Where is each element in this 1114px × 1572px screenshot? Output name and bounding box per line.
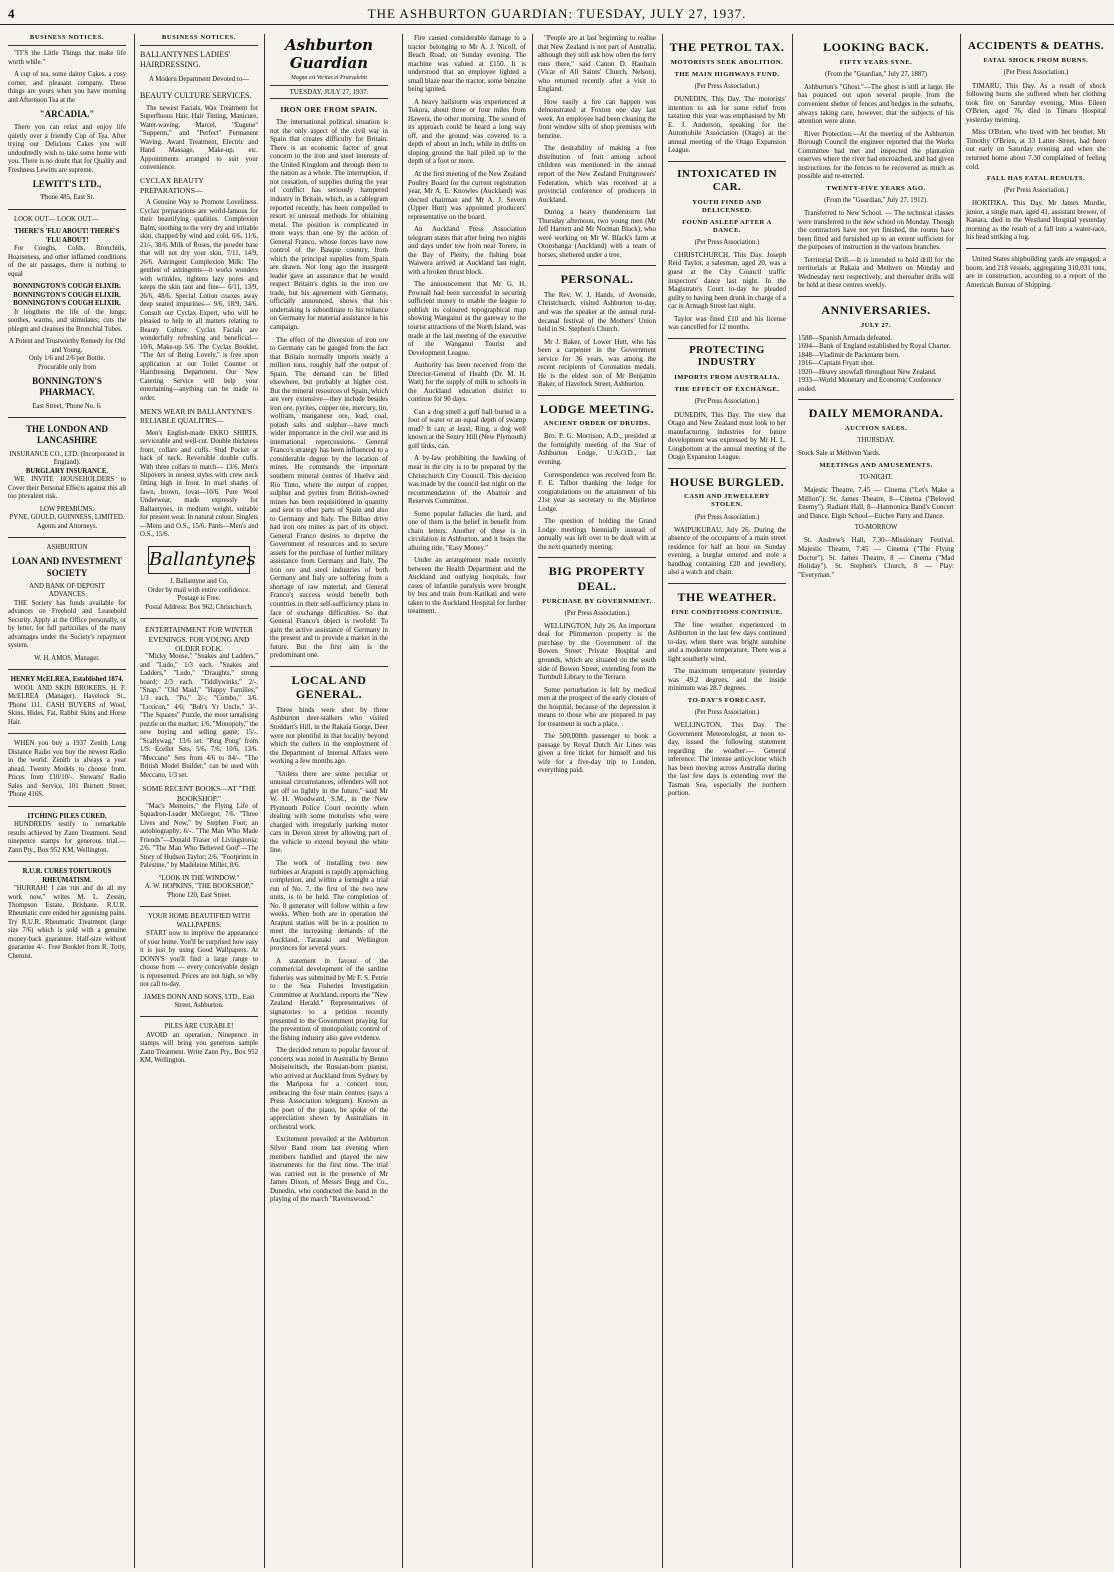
- local-paragraph: A statement in favour of the commercial development of the sardine fisheries was submitted by Mr F. S. Petrie to the Sea Fisheries Investigation Committee at Auckland, reports the "New Zealand Herald." Representatives of signatories to a petition recently presented to the Government praying for the prevention of monopolistic control of the fishing industry also gave evidence.: [270, 956, 388, 1042]
- local-paragraph: Three hinds were shot by three Ashburton deer-stalkers who visited Stoddart's Hill, in the Rakaia Gorge. Deer were not plentiful in that locality beyond which the cullers in the employment of the Department of Internal Affairs were working a few months ago.: [270, 705, 388, 766]
- news-paragraph: How easily a fire can happen was demonstrated at Foxton one day last week. An employee had been cleaning the front window sills of shop premises with benzine.: [538, 97, 656, 140]
- local-paragraph: "Unless there are some peculiar or unusual circumstances, offenders will not get off so lightly in the future," said Mr W. H. Woodward, S.M., in the New Plymouth Police Court recently when dealing with some motorists who were charged with irregularly parking motor cars in Devon street by allowing part of the vehicle to extend beyond the white line.: [270, 769, 388, 855]
- column-rule: [960, 34, 961, 1568]
- column-rule: [264, 34, 265, 1568]
- anniversary-item: 1916—Captain Fryatt shot.: [798, 359, 875, 368]
- anniversary-item: 1920—Heavy snowfall throughout New Zealand.: [798, 367, 937, 376]
- ad-bookshop-games: "Micky Mouse," "Snakes and Ladders," and "Ludo," 1/3 each. "Snakes and Ladders," "Ludo," "Draughts," strong board; 2/3 each. "Tiddlywinks," 2/-. "Snap," "Old Maid," "Happy Families," 1/3 each. "Po," 2/-; "Combo," 3/6. "Lexicon," 4/6; "Bob's Yr Uncle," 3/-. "The Squares" Puzzle, the most tantalising puzzle on the market; 1/6. "Monopoly," the new buying and selling game; 15/-. "Scallywag," 13/6 set. "Ping Pong" from 1/9. Ecellet Sets, 5/6, 7/6, 10/6, 13/6. "Meccano" Sets from 4/6 to 84/-. "The British Model Builder," can be used with Meccano, 1/3 set.: [140, 653, 258, 779]
- news-paragraph: Some popular fallacies die hard, and one of them is the belief in benefit from chain letters. Another of these is in circulation in Ashburton, and it bears the alluring title, "Easy Money.": [408, 509, 526, 552]
- ad-ballantynes-shop: BALLANTYNES LADIES' HAIRDRESSING.: [140, 50, 231, 70]
- ad-ballantynes-service: BEAUTY CULTURE SERVICES.: [140, 90, 252, 100]
- ad-ballantynes-body1: The newest Facials, Wax Treatment for Superfluous Hair, Hair Tinting, Manicure, Water-waving, Marcel, "Eugene" "Supperm," and "Perfect" Permanent Waving. Award Treatment, Electric and Hand Massage, Make-up, etc. Appointments arranged to suit your convenience.: [140, 104, 258, 171]
- ad-arcadia-body: A cup of tea, some dainty Cakes, a cosy corner, and pleasant company. These things are yours when you have morning and Afternoon Tea at the: [8, 71, 126, 104]
- press-association-credit: (Per Press Association.): [694, 708, 760, 716]
- tomorrow-heading: TO-MORROW: [854, 524, 898, 532]
- divider: [140, 1016, 258, 1017]
- column-business-notices-1: [4, 34, 130, 1568]
- lodge-paragraph: The question of holding the Grand Lodge meetings biennially instead of annually was left over to be dealt with at the next quarterly meeting.: [538, 517, 656, 551]
- ad-donn-body: START now to improve the appearance of your home. You'll be surprised how easy it is just by using Good Wallpapers. At DONN'S you'll find a large range to choose from — every conceivable design is represented. Prices are not high, so why not call to-day.: [140, 930, 258, 989]
- forecast-title: TO-DAY'S FORECAST.: [687, 696, 767, 704]
- divider: [8, 669, 126, 670]
- ad-ballantynes-cyclax: CYCLAX BEAUTY PREPARATIONS—: [140, 176, 204, 195]
- protecting-industry-subtitle: THE EFFECT OF EXCHANGE.: [674, 386, 780, 394]
- ad-loan-sign: W. H. AMOS, Manager.: [34, 654, 100, 662]
- fatal-shock-paragraph: Miss O'Brien, who lived with her brother, Mr Timothy O'Brien, at 33 Latter Street, had been out early on Saturday evening and when she returned home about 7.30 complained of feeling cold.: [966, 128, 1106, 171]
- ad-bookshop-name: A. W. HOPKINS, "THE BOOKSHOP,": [144, 883, 254, 891]
- meetings-title: MEETINGS AND AMUSEMENTS.: [819, 461, 933, 469]
- column-rule: [134, 34, 135, 1568]
- divider: [8, 733, 126, 734]
- ad-lewitts-name: LEWITT'S LTD.,: [32, 179, 102, 190]
- column-rule: [662, 34, 663, 1568]
- ballantynes-signature-logo: Ballantynes: [148, 546, 250, 575]
- divider: [538, 395, 656, 396]
- ad-flu-address: East Street, 'Phone No. 6.: [32, 402, 102, 410]
- divider: [538, 557, 656, 558]
- weather-title: THE WEATHER.: [677, 589, 777, 604]
- columns-area: [4, 26, 1110, 1568]
- ad-bookshop-books: "Mac's Memoirs," the Flying Life of Squadron-Leader McGregor, 7/6. "Three Lives and Now," by Stephen Foot; an autobiography; 6/-. "The Man Who Made Friends"—Donald Fraser of Livingstonia; 2/6. "The Man Who Believed God"—The Story of Hudson Taylor; 2/6. "Footprints in Palestine," by Madeleine Miller, 8/6.: [140, 802, 258, 870]
- ad-insurance-head: THE LONDON AND LANCASHIRE: [25, 424, 108, 446]
- divider: [140, 906, 258, 907]
- ad-loan-body: THE Society has funds available for advances on Freehold and Leasehold Security. Apply at the Office personally, or by letter, for full particulars of the many advantages under the Society's repayment system.: [8, 599, 126, 650]
- petrol-tax-subtitle: THE MAIN HIGHWAYS FUND.: [674, 70, 780, 78]
- news-paragraph: The announcement that Mr G. H. Pownall had been successful in securing sufficient money to enable the league to publish its coloured topographical map showing Wanganui as the gateway to the tourist attractions of the North Island, was made at the last meeting of the executive of the Wanganui Tourist and Development League.: [408, 280, 527, 357]
- press-association-credit: (Per Press Association.): [694, 238, 760, 246]
- ad-flu-body: For Coughs, Colds, Bronchitis, Hoarseness, and other inflamed conditions of the air passages, there is nothing to equal: [8, 245, 126, 278]
- column-business-notices-2: [136, 34, 262, 1568]
- auction-sales-title: AUCTION SALES.: [844, 424, 908, 432]
- news-paragraph: An Auckland Press Association telegram states that after being two nights and days under tow from near Torere, in the Bay of Plenty, the fishing boat Waiwera arrived at Auckland last night, with a broken thrust block.: [408, 225, 526, 276]
- divider: [798, 296, 954, 297]
- divider: [140, 618, 258, 619]
- ad-flu-remedy: A Potent and Trustworthy Remedy for Old and Young.: [9, 338, 125, 354]
- property-deal-title: BIG PROPERTY DEAL.: [548, 564, 646, 593]
- ad-insurance-body: WE INVITE HOUSEHOLDERS to Cover their Personal Effects against this all too prevalent risk.: [8, 476, 126, 501]
- editorial-paragraph: The effect of the diversion of iron ore to Germany can be gauged from the fact that Britain normally imports nearly a million tons, roughly half the output of Spain. The demand can be filled elsewhere, but probably at higher cost. But the mineral resources of Spain, which are very extensive—they include besides iron ore, pyrites, copper ore, mercury, tin, wolfram, manganese ore, lead, coal, potash salts and sulphur—have much wider importance in the civil war and its international repercussions. General Franco's strategy has been influenced to a considerable degree by the location of mines. He commands the important southern mineral centres of Huelva and Rio Tinto, where the output of copper, sulphur and pyrites from British-owned mines has been requisitioned in quantity and sent to other parts of Spain and also to Germany and Italy. The Bilbao drive had iron ore mines as part of its object. General Franco desires to deprive the Government of resources and to secure assets for the purchase of further military assistance from Germany and Italy. The iron ore and steel industries of both Germany and Italy are suffering from a shortage of raw material, and General Franco's success would benefit both countries in their self-sufficiency plans in face of exchange difficulties. So that General Franco's object is twofold: To gain the active assistance of Germany in the present and to provide a market in the future. But the first aim is the predominant one.: [270, 335, 388, 660]
- masthead-title: THE ASHBURTON GUARDIAN: TUESDAY, JULY 27, 1937.: [367, 6, 747, 21]
- fifty-years-paragraph: River Protection.—At the meeting of the Ashburton Borough Council the engineer reported that the Works Committee had met and inspected the plantation reserves where the river had encroached, and had given instructions for the fences to be recovered as much as possible and re-erected.: [798, 129, 954, 181]
- ad-flu-shop: BONNINGTON'S PHARMACY.: [32, 376, 102, 398]
- press-association-credit: (Per Press Association.): [694, 398, 760, 406]
- twenty-five-years-paragraph: Transferred to New School. — The technical classes were transferred to the new school on Monday. Though the contractors have not yet finished, the rooms have been fitted and furnished up to an extent sufficient for the purposes of instruction in the various branches.: [798, 209, 954, 252]
- petrol-tax-subtitle: MOTORISTS SEEK ABOLITION.: [670, 58, 784, 66]
- divider: [798, 399, 954, 400]
- divider: [966, 248, 1106, 249]
- divider: [270, 666, 388, 667]
- protecting-industry-title: PROTECTING INDUSTRY: [689, 344, 765, 369]
- divider: [8, 209, 126, 210]
- forecast-paragraph: WELLINGTON, This Day. The Government Meteorologist, at noon to-day, issued the following statement regarding the weather:— General inference: The intense anticyclone which has been moving across Australia during the last few days is extending over the Tasman Sea, especially the northern portion.: [668, 721, 786, 798]
- page-number: 4: [8, 6, 15, 21]
- petrol-paragraph: DUNEDIN, This Day. The motorists' intention to ask for some relief from taxation this year was emphasised by Mr E. J. Anderson, speaking for the Automobile Association (Otago) at the annual meeting of the Otago Expansion League.: [668, 94, 786, 155]
- column-header: BUSINESS NOTICES.: [140, 34, 258, 46]
- masthead: [0, 0, 1114, 25]
- house-paragraph: WAIPUKURAU, July 26. During the absence of the occupants of a main street residence for half an hour on Sunday evening, a burglar entered and stole a handbag containing £20 and jewellery, also a watch and chain.: [668, 525, 786, 577]
- ad-rur-head: R.U.R. CURES TORTUROUS RHEUMATISM.: [22, 868, 112, 884]
- ad-bookshop-books-head: SOME RECENT BOOKS—AT "THE BOOKSHOP.": [142, 784, 256, 803]
- column-press-news: [664, 34, 790, 1568]
- twenty-five-years-paragraph: Territorial Drill.—It is intended to hold drill for the territorials at Rakaia and Methven on Monday and Wednesday next respectively, and thereafter drills will be held at these centres weekly.: [798, 255, 954, 290]
- anniversary-item: 1694—Bank of England established by Royal Charter.: [798, 342, 951, 351]
- ad-donn-name: JAMES DONN AND SONS, LTD., East Street, Ashburton.: [143, 993, 255, 1009]
- intoxicated-subtitle: YOUTH FINED AND DELICENSED.: [692, 198, 762, 214]
- news-paragraph: At the first meeting of the New Zealand Poultry Board for the current registration year, Mr A. E. Knowles (Auckland) was elected chairman and Mr A. J. Severn (Upper Hutt) was appointed producers' representative on the board.: [408, 169, 526, 221]
- personal-title: PERSONAL.: [560, 272, 634, 287]
- twenty-five-years-title: TWENTY-FIVE YEARS AGO.: [826, 184, 926, 192]
- news-paragraph: The desirability of making a free distribution of fruit among school children was mentioned in the annual report of the New Zealand Fruitgrowers' Federation, which was received at a provincial conference of producers in Auckland.: [538, 144, 656, 204]
- weather-subtitle: FINE CONDITIONS CONTINUE.: [671, 608, 783, 616]
- ad-loan-town: ASHBURTON: [46, 544, 88, 551]
- column-editorial: [266, 34, 392, 1568]
- divider: [668, 161, 786, 162]
- column-rule: [532, 34, 533, 1568]
- newspaper-flag: Ashburton Guardian: [284, 36, 374, 73]
- ad-loan-head: LOAN AND INVESTMENT SOCIETY: [11, 556, 123, 578]
- news-paragraph: Authority has been received from the Director-General of Health (Dr. M. H. Watt) for the supply of milk to schools in the Auckland education district to continue for 90 days.: [408, 361, 526, 404]
- ad-insurance-premiums: LOW PREMIUMS.: [39, 505, 95, 513]
- property-paragraph: WELLINGTON, July 26. An important deal for Plimmerton property is the purchase by the Government of the Bowen Street Private Hospital and grounds, which are situated on the south side of Bowen Street, extending from the Turnbull Library to the Terrace.: [538, 621, 656, 682]
- ad-rur-body: "HURRAH! I can run and do all my work now," writes M. L. Zessin, Thompson Estate, Brisbane. R.U.R. Rheumatic cure ended her agonising pains. Try R.U.R. Rheumatic Treatment (large size 7/6) which is sold with a genuine money-back guarantee. Half-size without guarantee 4/-. Free Booklet from R. Totty, Chemist.: [8, 885, 126, 960]
- ad-mcelrea-head: HENRY McELREA, Established 1874.: [10, 676, 124, 684]
- anniversary-item: 1933—World Monetary and Economic Conference ended.: [798, 376, 942, 393]
- ad-insurance-agents: PYNE, GOULD, GUINNESS, LIMITED. Agents and Attorneys.: [9, 514, 125, 530]
- ad-flu-lead: LOOK OUT— LOOK OUT—: [14, 215, 99, 223]
- protecting-industry-subtitle: IMPORTS FROM AUSTRALIA.: [674, 374, 780, 382]
- intoxicated-subtitle: FOUND ASLEEP AFTER A DANCE.: [682, 218, 772, 234]
- ad-ballantynes-order: Order by mail with entire confidence. Postage is Free.: [147, 586, 251, 603]
- divider: [668, 583, 786, 584]
- ad-ballantynes-body3: Men's English-made EKKO SHIRTS, serviceable and well-cut. Double thickness front, collars and cuffs. Stud Pocket at back of neck. Reversible double cuffs. With three collars to match— 13/6. Men's Slipovers in newest styles with crew neck fitting high in front. In marl shades of fawn, brown, lovat—10/6. Pure Wool Underwear, made expressly for Ballantynes, in medium weight, suitable for present wear. In natural colour. Singlets—Mens and O.S., 15/6. Pants—Men's and O.S., 15/6.: [140, 429, 258, 539]
- ad-zenith-body: WHEN you buy a 1937 Zenith Long Distance Radio you buy the newest Radio in the world. Zenith is always a year ahead. Twenty Models to choose from. Prices from £10/10/-. Stewarts' Radio Sales and Service, 101 Burnett Street. 'Phone 416S.: [8, 740, 126, 799]
- divider: [8, 861, 126, 862]
- anniversaries-title: ANNIVERSARIES.: [821, 302, 931, 317]
- fifty-years-paragraph: Ashburton's "Ghost."—The ghost is still at large. He has pounced out upon several people from the convenient shelter of fences and hedges in the suburbs, always taking care, however, that the subjects of his attention were alone.: [798, 82, 954, 126]
- petrol-tax-title: THE PETROL TAX.: [669, 40, 785, 54]
- local-general-title: LOCAL AND GENERAL.: [291, 672, 367, 702]
- fatal-shock-paragraph: TIMARU, This Day. As a result of shock following burns she suffered when her clothing took fire on Saturday evening, Miss Eileen O'Brien, aged 76, died in Timaru Hospital yesterday morning.: [966, 81, 1106, 124]
- column-accidents: [962, 34, 1110, 1568]
- ad-bookshop-address: 'Phone 120, East Street.: [166, 891, 232, 899]
- ad-ballantynes-postal: Postal Address: Box 962, Christchurch.: [145, 603, 253, 611]
- divider: [8, 537, 126, 538]
- press-association-credit: (Per Press Association.): [564, 609, 630, 617]
- anniversaries-list: [798, 334, 954, 394]
- lodge-paragraph: Correspondence was received from Br. F. E. Talbot thanking the lodge for congratulations on the attainment of his 21st year as secretary to the Mistletoe Lodge.: [538, 470, 656, 513]
- press-association-credit: (Per Press Association.): [1003, 187, 1069, 195]
- intoxicated-paragraph: CHRISTCHURCH, This Day. Joseph Reid Taylor, a salesman, aged 20, was a guest at the City Council traffic inspectors' dance last night. In the Magistrate's Court to-day he pleaded guilty to having been drunk in charge of a car in Armagh Street last night.: [668, 250, 786, 311]
- tomorrow-listings: St. Andrew's Hall, 7.30—Missionary Festival. Majestic Theatre, 7.45 — Cinema ("The Flying Doctor"). St. James Theatre, 8 — Cinema ("Mad Holiday"). St. Stephen's Church, 8 — Play: "Everyman.": [798, 536, 954, 579]
- news-paragraph: A heavy hailstorm was experienced at Tokora, about three or four miles from Hawera, the other morning. The sound of its approach could be heard a long way off, and the ground was covered to a depth of about an inch, while in drifts on sloping ground the hail piled up to the depth of a foot or more.: [408, 97, 526, 166]
- looking-back-title: LOOKING BACK.: [823, 40, 929, 54]
- local-paragraph: The work of installing two new turbines at Arapuni is rapidly approaching completion, and within a fortnight a trial run of No. 7, the first of the two new units, is to be held. The completion of No. 8 generator will follow within a few weeks. When both are in operation the Arapuni station will be in a position to meet the increasing demands of the Auckland, Taranaki and Wellington provinces for several years.: [270, 858, 388, 953]
- lodge-subtitle: ANCIENT ORDER OF DRUIDS.: [543, 420, 651, 428]
- fifty-years-title: FIFTY YEARS SYNE.: [839, 58, 913, 66]
- personal-paragraph: Mr J. Baker, of Lower Hutt, who has been a carpenter in the Government service for 36 years, was among the recent recipients of Coronation medals. He is the eldest son of Mr Benjamin Baker, of Havelock Street, Ashburton.: [538, 337, 656, 389]
- tonight-listings: Majestic Theatre, 7.45 — Cinema ("Let's Make a Million"). St. James Theatre, 8—Cinema ("Beloved Enemy"). Radiant Hall, 8—Harmonica Band's Concert and Dance. Elgin School—Euchre Party and Dance.: [798, 486, 954, 520]
- press-association-credit: (Per Press Association.): [694, 82, 760, 90]
- ad-insurance-type: BURGLARY INSURANCE.: [25, 467, 109, 475]
- fatal-fall-title: FALL HAS FATAL RESULTS.: [986, 175, 1086, 183]
- fifty-years-source: (From the "Guardian," July 27, 1887): [824, 70, 927, 78]
- press-association-credit: (Per Press Association.): [694, 513, 760, 521]
- fatal-shock-title: FATAL SHOCK FROM BURNS.: [983, 57, 1089, 65]
- ad-zann-head: PILES ARE CURABLE!: [164, 1023, 234, 1031]
- fatal-fall-paragraph: HOKITIKA, This Day. Mr James Murdie, junior, a single man, aged 41, assistant brewer, of Kanara, died in the Westland Hospital yesterday morning as the result of a fall into a water-race, his head striking a log.: [966, 199, 1106, 242]
- local-paragraph: Excitement prevailed at the Ashburton Silver Band room last evening when members handled and played the new instruments for the first time. The trial was carried out in the presence of Mr James Dixon, of Messrs Begg and Co., Dunedin, who conducted the band in the playing of the march "Ravenswood.": [270, 1135, 388, 1204]
- lodge-title: LODGE MEETING.: [539, 401, 655, 416]
- newspaper-motto: Magna est Veritas et Praevalebit: [291, 74, 367, 81]
- weather-paragraph: The fine weather experienced in Ashburton in the last few days continued to-day, when there was bright sunshine and a moderate temperature. There was a light southerly wind.: [668, 620, 786, 663]
- personal-paragraph: The Rev. W. J. Hands, of Avonside, Christchurch, visited Ashburton to-day, and was the speaker at the annual rural-decanal festival of the Mothers' Union held in St. Stephen's Church.: [538, 290, 656, 334]
- ad-donn-head: YOUR HOME BEAUTIFIED WITH WALLPAPERS.: [147, 913, 250, 929]
- press-association-credit: (Per Press Association.): [1003, 69, 1069, 77]
- ad-mcelrea-body: WOOL AND SKIN BROKERS. H. F. McELREA (Manager). Havelock St., 'Phone 111. CASH BUYERS of Wool, Skins, Hides, Fat, Rabbit Skins and Horse Hair.: [8, 684, 126, 726]
- anniversaries-date: JULY 27.: [860, 321, 892, 329]
- editorial-date: TUESDAY, JULY 27, 1937.: [270, 85, 388, 100]
- ad-bookshop-window: "LOOK IN THE WINDOW.": [158, 874, 240, 882]
- column-news-personal: [534, 34, 660, 1568]
- property-paragraph: The 500,000th passenger to book a passage by Royal Dutch Air Lines was given a free ticket for himself and his wife for a five-day trip to London, everything paid.: [538, 732, 656, 775]
- ad-flu-procure: Procurable only from: [37, 363, 97, 371]
- editorial-paragraph: The international political situation is not the only aspect of the civil war in Spain that creates difficulty for Britain. There is an economic factor of great concern to the iron and steel interests of the United Kingdom and through them to the nation as a whole. The interruption, if not cessation, of supplies during the year of conflict has seriously hampered industry in Britain, which, as a cablegram reported recently, has been compelled to resort to unusual methods for obtaining metal. The position is complicated in more ways than one by the action of General Franco, whose forces have now control of the Basque country, from which the principal supplies from Spain are drawn. Not long ago the insurgent leader gave an assurance that he would respect Britain's rights in the iron ore trade, but his agreement with Germany, officially announced, shows that his undertaking is subordinate to his reliance on Germany for material assistance in his campaign.: [270, 118, 388, 331]
- auction-day: THURSDAY.: [857, 436, 895, 444]
- local-paragraph: The decided return to popular favour of concerts was noted in Australia by Benno Moiseiwitsch, the Russian-born pianist, who arrived at Auckland from Sydney by the Mariposa for a concert tour, embracing the four main centres (says a Press Association telegram). Known as the poet of the piano, he spoke of the appreciation shown by Australians in orchestral work.: [270, 1046, 388, 1131]
- ad-piles-body: HUNDREDS testify to remarkable results achieved by Zann Treatment. Send ninepence stamps for generous trial.—Zann Pty., Box 952 KM, Wellington.: [8, 821, 126, 854]
- news-paragraph: Can a dog smell a golf ball buried in a foot of water or an equal depth of swamp mud? It can; at least, Ring, a dog well known at the Sentry Hill (New Plymouth) golf links, can.: [408, 407, 526, 450]
- anniversary-item: 1848—Vladimir de Packmann born.: [798, 350, 900, 359]
- divider: [668, 338, 786, 339]
- weather-paragraph: The maximum temperature yesterday was 49.2 degrees, and the inside minimum was 28.7 degrees.: [668, 667, 786, 693]
- ad-arcadia-tail: There you can relax and enjoy life quietly over a friendly Cup of Tea. After trying our Delicious Cakes you will undoubtedly wish to take some home with you. There is no doubt that for Quality and Freshness Lewitts are supreme.: [8, 124, 126, 174]
- ad-zann-body: AVOID an operation. Ninepence in stamps will bring you generous sample Zann Treatment. Write Zann Pty., Box 952 KM, Wellington.: [140, 1031, 258, 1065]
- ad-piles-head: ITCHING PILES CURED.: [27, 812, 107, 820]
- ad-ballantynes-firm: J. Ballantyne and Co.: [169, 578, 229, 586]
- daily-memoranda-title: DAILY MEMORANDA.: [808, 406, 944, 421]
- news-paragraph: Fire caused considerable damage to a tractor belonging to Mr A. J. Nicoll, of Beach Road, on Sunday evening. The machine was valued at £150. It is understood that an employee lighted a small blaze near the tractor, some benzine being ignited.: [408, 34, 526, 94]
- ad-bookshop-entertainment: ENTERTAINMENT FOR WINTER EVENINGS. FOR YOUNG AND OLDER FOLK.: [145, 625, 253, 653]
- house-burgled-title: HOUSE BURGLED.: [669, 474, 785, 489]
- tonight-heading: TO-NIGHT.: [859, 473, 893, 481]
- shipbuilding-paragraph: United States shipbuilding yards are engaged, a boom, and 218 vessels, aggregating 310,031 tons, are in construction, according to a report of the American Bureau of Shipping.: [966, 255, 1106, 289]
- ad-flu-head: THERE'S 'FLU ABOUT! THERE'S 'FLU ABOUT!: [14, 228, 120, 244]
- column-rule: [792, 34, 793, 1568]
- column-header: BUSINESS NOTICES.: [8, 34, 126, 46]
- intoxicated-paragraph: Taylor was fined £10 and his license was cancelled for 12 months.: [668, 314, 786, 332]
- ad-lewitts-phone: 'Phone 485, East St.: [39, 194, 95, 202]
- news-paragraph: A by-law prohibiting the hawking of meat in the city is to be prepared by the Christchurch City Council. This decision was made by the council last night on the recommendation of the Abattoir and Reserves Committee.: [408, 454, 526, 506]
- divider: [668, 468, 786, 469]
- editorial-title: IRON ORE FROM SPAIN.: [280, 105, 378, 115]
- ad-ballantynes-intro: A Modern Department Devoted to—: [148, 76, 250, 84]
- column-rule: [402, 34, 403, 1568]
- ad-ballantynes-menswear: MEN'S WEAR IN BALLANTYNE'S RELIABLE QUALITIES—: [140, 407, 252, 426]
- ad-flu-price: Only 1/6 and 2/6 per Bottle.: [28, 355, 106, 363]
- house-burgled-subtitle: CASH AND JEWELLERY STOLEN.: [684, 493, 770, 509]
- ad-ballantynes-body2: A Genuine Way to Promote Loveliness. Cyclax preparations are world-famous for their beautifying qualities. Complexion Balm, soothing to the very dry and irritable skin, chapped by wind and cold, 6/6, 11/6, 21/-, 38/6. Milk of Roses, the powder base that will not dry your skin, 7/11, 14/9, 26/6. Astringent Complexion Milk: The gentlest of astringents—it works wonders with wrinkles, tightens lazy pores and keeps the skin taut and fine— 6/11, 13/9, 26/6, 48/6. Special Lotion coaxes away deep seated impurities— 9/6, 18/9, 34/6. Consult our Cyclax Expert, who will be pleased to help in all matters relating to Beauty Culture. Cyclax Facials are wonderfully refreshing and beneficial— 10/6, Make-up 5/6. The Cyclax Booklet, "The Art of Being Lovely," is free upon application at our Toilet Counter or Hairdressing Department. Our New Catering Service will help your entertaining—anything can be made to order.: [140, 199, 258, 402]
- ad-arcadia-lead: "IT'S the Little Things that make life worth while.": [8, 50, 126, 66]
- column-looking-back: [794, 34, 958, 1568]
- ad-insurance-sub: INSURANCE CO., LTD. (Incorporated in England).: [9, 450, 125, 467]
- ad-loan-advances: ADVANCES: [48, 591, 86, 599]
- ad-flu-product: BONNINGTON'S COUGH ELIXIR. BONNINGTON'S COUGH ELIXIR. BONNINGTON'S COUGH ELIXIR.: [13, 283, 121, 308]
- lodge-paragraph: Bro. P. G. Morrison, A.D., presided at the fortnightly meeting of the Star of Ashburton Lodge, U.A.O.D., last evening.: [538, 432, 656, 466]
- anniversary-item: 1588—Spanish Armada defeated.: [798, 333, 893, 342]
- news-paragraph: During a heavy thunderstorm last Thursday afternoon, two young men (Mr Jeff Harnett and Mr Norman Black), who were working on Mr W. Black's farm at Otorohanga (Auckland) with a team of horses, sheltered under a tree.: [538, 208, 656, 259]
- news-paragraph: "People are at last beginning to realise that New Zealand is not part of Australia, although they still ask how often the ferry runs there," said Canon D. Haultain (Vicar of All Saints' Church, Nelson), who returned recently after a visit to England.: [538, 34, 656, 94]
- accidents-deaths-title: ACCIDENTS & DEATHS.: [967, 40, 1105, 52]
- protecting-paragraph: DUNEDIN, This Day. The view that Otago and New Zealand must look to her manufacturing industries for future development was expressed by Mr H. L. Longbottom at the annual meeting of the Otago Expansion League.: [668, 410, 786, 462]
- ad-loan-sub: AND BANK OF DEPOSIT: [29, 582, 105, 590]
- divider: [8, 806, 126, 807]
- ad-flu-tail: It lengthens the life of the lungs; soothes, warms, and stimulates; cuts the phlegm and cleanses the Bronchial Tubes.: [8, 308, 126, 333]
- column-local-news: [404, 34, 530, 1568]
- intoxicated-title: INTOXICATED IN CAR.: [677, 167, 777, 194]
- twenty-five-years-source: (From the "Guardian," July 27, 1912).: [824, 196, 928, 204]
- divider: [8, 417, 126, 418]
- property-deal-subtitle: PURCHASE BY GOVERNMENT.: [542, 597, 652, 605]
- divider: [538, 265, 656, 266]
- property-paragraph: Some perturbation is felt by medical men at the prospect of the early closure of the hospital, because of the depression it means to those who are prepared to pay for treatment in such a place.: [538, 685, 656, 728]
- news-paragraph: Under an arrangement made recently between the Health Department and the Auckland and outlying hospitals, four cases of infantile paralysis were brought by bus and train from Katikati and were taken to the Auckland Hospital for further treatment.: [408, 556, 526, 616]
- auction-item: Stock Sale at Methven Yards.: [798, 449, 881, 458]
- ad-arcadia-name: "ARCADIA.": [39, 109, 95, 120]
